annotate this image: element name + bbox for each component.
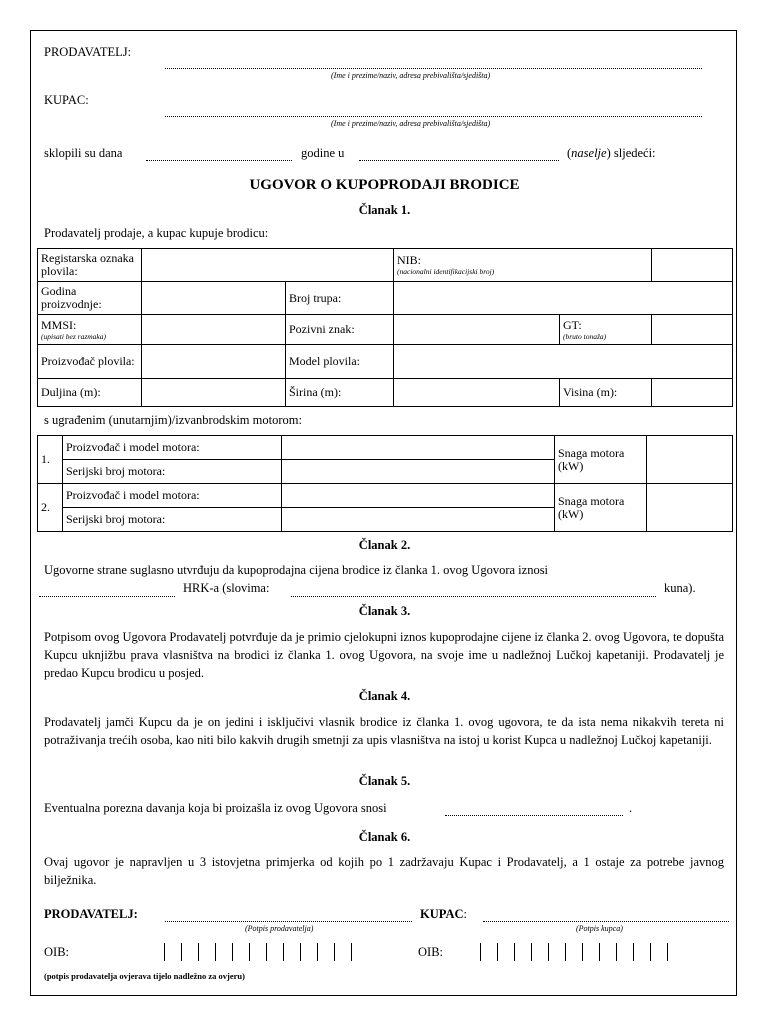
potpis-prodavatelja-hint: (Potpis prodavatelja) (245, 924, 314, 933)
visina-field[interactable] (652, 379, 733, 407)
sklopili-text: sklopili su dana (44, 146, 123, 160)
nib-label-cell: NIB: (nacionalni identifikacijski broj) (394, 249, 652, 282)
price-number-line[interactable] (39, 596, 175, 597)
duljina-label: Duljina (m): (38, 379, 142, 407)
duljina-field[interactable] (142, 379, 286, 407)
clanak5-text: Eventualna porezna davanja koja bi proizašla iz ovog Ugovora snosi (44, 801, 387, 815)
kupac-label: KUPAC: (44, 93, 89, 107)
oib-kupac-label: OIB: (418, 945, 443, 959)
clanak3-heading: Članak 3. (358, 604, 411, 618)
kupac-signature-line[interactable] (483, 921, 729, 922)
place-line[interactable] (359, 160, 559, 161)
potpis-kupca-hint: (Potpis kupca) (576, 924, 623, 933)
clanak3-text: Potpisom ovog Ugovora Prodavatelj potvrđuje da je primio cjelokupni iznos kupoprodajne cijene iz članka 2. ovog Ugovora, te dopušta Kupcu uknjižbu prava vlasništva na brodici iz članka 1. ovog Ugovora, na svoje ime u nadležnoj Lučkoj kapetaniji. Prodavatelj je predao Kupcu brodicu u posjed. (44, 630, 724, 680)
clanak2-text: Ugovorne strane suglasno utvrđuju da kupoprodajna cijena brodice iz članka 1. ovog Ugovora iznosi (44, 563, 549, 577)
pozivni-znak-field[interactable] (394, 315, 560, 345)
price-words-line[interactable] (291, 596, 656, 597)
kupac-signature-label: KUPAC: (420, 907, 467, 921)
footnote: (potpis prodavatelja ovjerava tijelo nadležno za ovjeru) (44, 971, 245, 981)
reg-oznaka-label: Registarska oznaka plovila: (38, 249, 142, 282)
motor-1-serial-label: Serijski broj motora: (63, 460, 282, 484)
tax-payer-line[interactable] (445, 815, 623, 816)
prodavatelj-label: PRODAVATELJ: (44, 45, 132, 59)
nib-field[interactable] (652, 249, 733, 282)
mmsi-label-cell: MMSI: (upisati bez razmaka) (38, 315, 142, 345)
kupac-name-line[interactable] (165, 116, 702, 117)
hrk-text: HRK-a (slovima: (183, 581, 270, 595)
oib-prodavatelj-label: OIB: (44, 945, 69, 959)
proizvodac-field[interactable] (142, 345, 286, 379)
sirina-field[interactable] (394, 379, 560, 407)
motor-2-model-field[interactable] (282, 484, 555, 508)
motor-2-num: 2. (38, 484, 63, 532)
clanak2-heading: Članak 2. (358, 538, 411, 552)
broj-trupa-field[interactable] (394, 282, 733, 315)
date-line[interactable] (146, 160, 292, 161)
proizvodac-label: Proizvođač plovila: (38, 345, 142, 379)
motor-2-power-label: Snaga motora (kW) (555, 484, 647, 532)
motor-table (37, 435, 733, 532)
clanak1-heading: Članak 1. (358, 203, 411, 217)
sirina-label: Širina (m): (286, 379, 394, 407)
kuna-text: kuna). (664, 581, 696, 595)
model-label: Model plovila: (286, 345, 394, 379)
motor-1-power-label: Snaga motora (kW) (555, 436, 647, 484)
pozivni-znak-label: Pozivni znak: (286, 315, 394, 345)
godine-u-text: godine u (301, 146, 345, 160)
kupac-name-hint: (Ime i prezime/naziv, adresa prebivališta/sjedišta) (331, 119, 491, 128)
clanak5-period: . (629, 801, 633, 815)
reg-oznaka-field[interactable] (142, 249, 394, 282)
clanak1-intro: Prodavatelj prodaje, a kupac kupuje brodicu: (44, 226, 269, 240)
broj-trupa-label: Broj trupa: (286, 282, 394, 315)
contract-page (30, 30, 737, 996)
clanak5-heading: Članak 5. (358, 774, 411, 788)
prodavatelj-signature-line[interactable] (165, 921, 412, 922)
gt-label-cell: GT: (bruto tonaža) (560, 315, 652, 345)
prodavatelj-name-hint: (Ime i prezime/naziv, adresa prebivališta/sjedišta) (331, 71, 491, 80)
motor-2-power-field[interactable] (647, 484, 733, 532)
naselje-text: (naselje) sljedeći: (567, 146, 656, 160)
oib-prodavatelj-boxes[interactable] (164, 943, 352, 961)
motor-2-serial-label: Serijski broj motora: (63, 508, 282, 532)
mmsi-field[interactable] (142, 315, 286, 345)
motor-1-power-field[interactable] (647, 436, 733, 484)
motor-1-serial-field[interactable] (282, 460, 555, 484)
clanak4-heading: Članak 4. (358, 689, 411, 703)
godina-label: Godina proizvodnje: (38, 282, 142, 315)
godina-field[interactable] (142, 282, 286, 315)
motor-1-model-label: Proizvođač i model motora: (63, 436, 282, 460)
visina-label: Visina (m): (560, 379, 652, 407)
oib-kupac-boxes[interactable] (480, 943, 668, 961)
clanak6-text: Ovaj ugovor je napravljen u 3 istovjetna primjerka od kojih po 1 zadržavaju Kupac i Prodavatelj, a 1 ostaje za potrebe javnog bilježnika. (44, 855, 724, 887)
contract-title: UGOVOR O KUPOPRODAJI BRODICE (249, 177, 520, 193)
prodavatelj-signature-label: PRODAVATELJ: (44, 907, 138, 921)
motor-2-serial-field[interactable] (282, 508, 555, 532)
motor-1-model-field[interactable] (282, 436, 555, 460)
model-field[interactable] (394, 345, 733, 379)
gt-field[interactable] (652, 315, 733, 345)
motor-2-model-label: Proizvođač i model motora: (63, 484, 282, 508)
clanak6-heading: Članak 6. (358, 830, 411, 844)
motor-intro: s ugrađenim (unutarnjim)/izvanbrodskim motorom: (44, 413, 302, 427)
prodavatelj-name-line[interactable] (165, 68, 702, 69)
motor-1-num: 1. (38, 436, 63, 484)
clanak4-text: Prodavatelj jamči Kupcu da je on jedini i isključivi vlasnik brodice iz članka 1. ovog ugovora, te da ista nema nikakvih tereta ni potraživanja trećih osoba, kao niti bilo kakvih drugih smetnji za upis vlasništva na istoj u korist Kupca u nadležnoj Lučkoj kapetaniji. (44, 715, 724, 747)
vessel-table (37, 248, 733, 407)
